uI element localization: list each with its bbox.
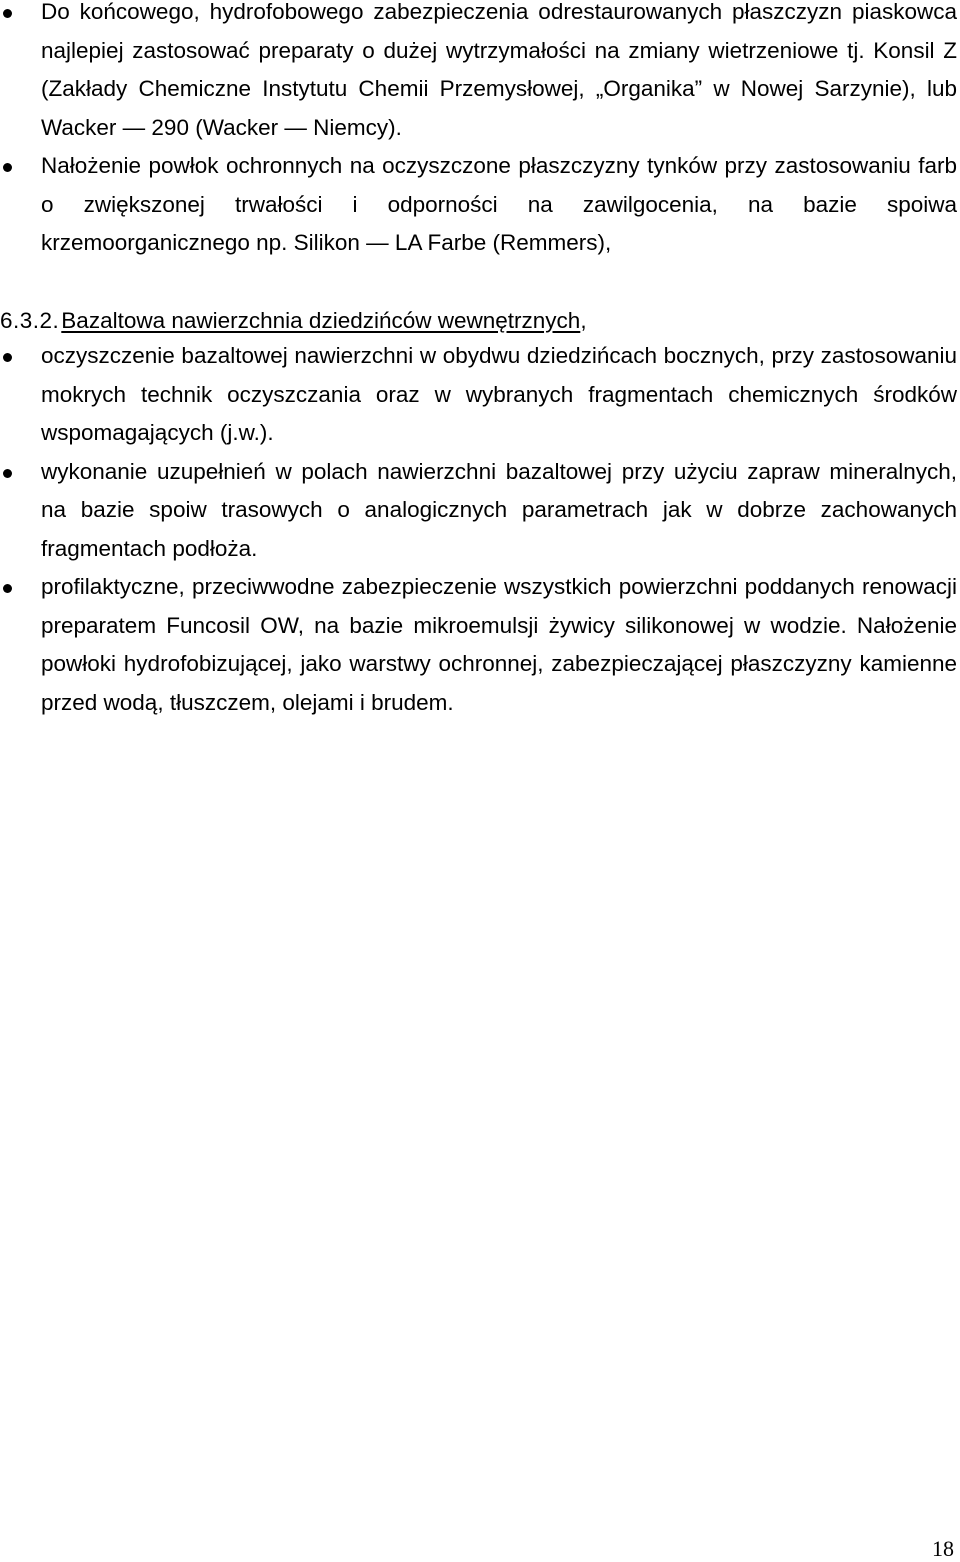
list-item-text: oczyszczenie bazaltowej nawierzchni w obydwu dziedzińcach bocznych, przy zastosowaniu mokrych technik oczyszczania oraz w wybranych fragmentach chemicznych środków wspomagających (j.w.).: [41, 343, 957, 445]
page-number: 18: [932, 1536, 954, 1561]
list-item: [0, 453, 960, 569]
list-item-text: wykonanie uzupełnień w polach nawierzchni bazaltowej przy użyciu zapraw mineralnych, na bazie spoiw trasowych o analogicznych parametrach jak w dobrze zachowanych fragmentach podłoża.: [41, 458, 957, 561]
list-item-text: Do końcowego, hydrofobowego zabezpieczenia odrestaurowanych płaszczyzn piaskowca najlepiej zastosować preparaty o dużej wytrzymałości na zmiany wietrzeniowe tj. Konsil Z (Zakłady Chemiczne Instytutu Chemii Przemysłowej, „Organika” w Nowej Sarzynie), lub Wacker — 290 (Wacker — Niemcy).: [41, 0, 957, 140]
section-title: Bazaltowa nawierzchnia dziedzińców wewnętrznych: [61, 308, 581, 333]
section-title-suffix: ,: [580, 308, 587, 333]
list-item-text: Nałożenie powłok ochronnych na oczyszczone płaszczyzny tynków przy zastosowaniu farb o zwiększonej trwałości i odporności na zawilgocenia, na bazie spoiwa krzemoorganicznego np. Silikon — LA Farbe (Remmers),: [41, 153, 957, 255]
bullet-icon: [3, 353, 12, 362]
bullet-list-bottom: [0, 337, 960, 722]
bullet-icon: [3, 9, 12, 18]
bullet-icon: [3, 163, 12, 172]
list-item: [0, 337, 960, 453]
list-item: [0, 0, 960, 147]
section-number: 6.3.2.: [0, 308, 60, 333]
list-item: [0, 568, 960, 722]
bullet-icon: [3, 469, 12, 478]
list-item: [0, 147, 960, 263]
bullet-icon: [3, 584, 12, 593]
section-heading: [0, 302, 587, 341]
list-item-text: profilaktyczne, przeciwwodne zabezpieczenie wszystkich powierzchni poddanych renowacji preparatem Funcosil OW, na bazie mikroemulsji żywicy silikonowej w wodzie. Nałożenie powłoki hydrofobizującej, jako warstwy ochronnej, zabezpieczającej płaszczyzny kamienne przed wodą, tłuszczem, olejami i brudem.: [41, 574, 957, 715]
bullet-list-top: [0, 0, 960, 263]
